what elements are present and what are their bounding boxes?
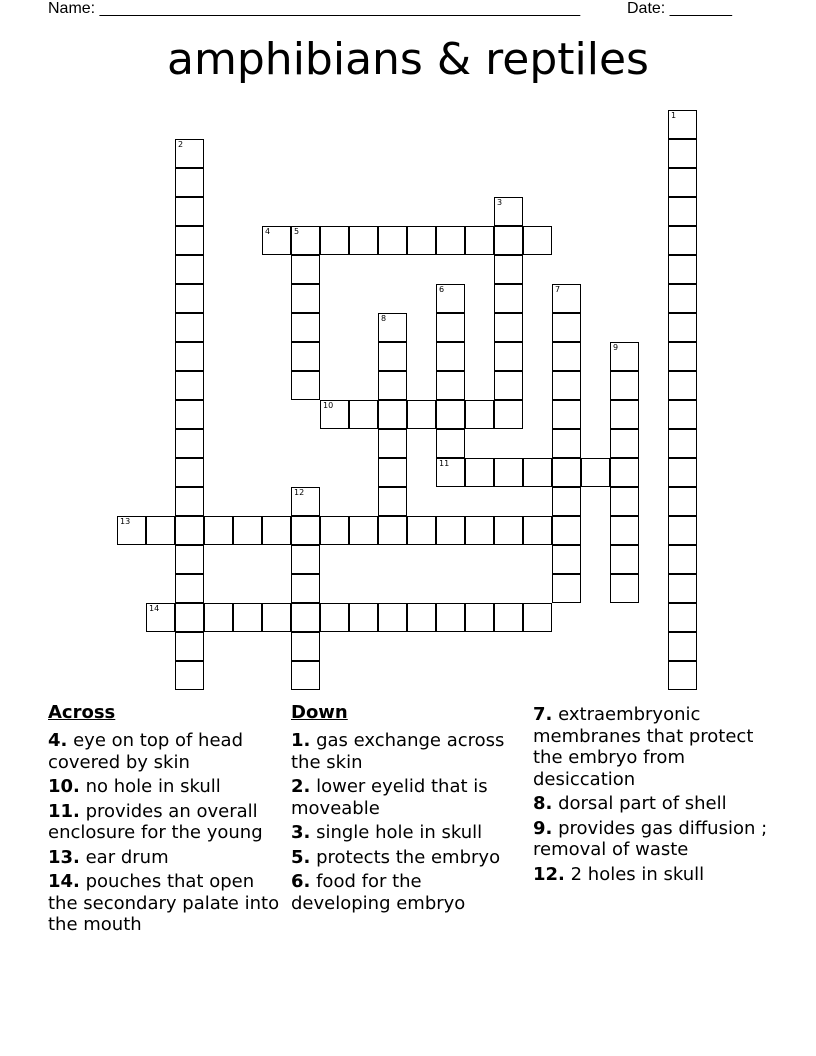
- name-field[interactable]: Name: ______________________________________________________: [48, 0, 581, 17]
- grid-cell[interactable]: [175, 545, 204, 574]
- grid-cell[interactable]: [175, 487, 204, 516]
- date-field[interactable]: Date: _______: [627, 0, 732, 17]
- grid-cell[interactable]: [175, 458, 204, 487]
- grid-cell[interactable]: [175, 139, 204, 168]
- grid-cell[interactable]: [175, 371, 204, 400]
- grid-cell[interactable]: [291, 487, 320, 516]
- clue-item: [48, 871, 280, 936]
- grid-cell[interactable]: [610, 487, 639, 516]
- grid-cell[interactable]: [378, 371, 407, 400]
- clue-text: dorsal part of shell: [552, 793, 727, 814]
- clue-text: food for the developing embryo: [291, 871, 466, 914]
- clue-text: provides gas diffusion ; removal of waste: [533, 817, 768, 860]
- grid-cell[interactable]: [378, 429, 407, 458]
- clue-item: [533, 793, 768, 815]
- grid-cell[interactable]: [175, 197, 204, 226]
- clue-num: 9.: [533, 817, 553, 839]
- clue-number: 1: [671, 111, 677, 120]
- grid-cell[interactable]: [349, 516, 378, 545]
- grid-cell[interactable]: [552, 487, 581, 516]
- down-clues-continued: [533, 704, 768, 888]
- clue-item: [291, 847, 523, 869]
- grid-cell[interactable]: [204, 516, 233, 545]
- grid-cell[interactable]: [668, 574, 697, 603]
- grid-cell[interactable]: [175, 400, 204, 429]
- grid-cell[interactable]: [407, 603, 436, 632]
- clue-number: 8: [381, 314, 387, 323]
- grid-cell[interactable]: [291, 661, 320, 690]
- grid-cell[interactable]: [581, 458, 610, 487]
- clue-num: 11.: [48, 800, 80, 822]
- page-title: amphibians & reptiles: [167, 34, 649, 85]
- clue-num: 7.: [533, 704, 553, 725]
- clue-text: extraembryonic membranes that protect the embryo from desiccation: [533, 704, 754, 790]
- grid-cell[interactable]: [175, 661, 204, 690]
- grid-cell[interactable]: [668, 400, 697, 429]
- grid-cell[interactable]: [465, 516, 494, 545]
- clue-text: eye on top of head covered by skin: [48, 730, 243, 773]
- grid-cell[interactable]: [378, 226, 407, 255]
- clue-num: 2.: [291, 776, 311, 797]
- grid-cell[interactable]: [552, 429, 581, 458]
- clue-number: 4: [265, 227, 271, 236]
- grid-cell[interactable]: [552, 284, 581, 313]
- clue-num: 14.: [48, 871, 80, 892]
- grid-cell[interactable]: [494, 342, 523, 371]
- grid-cell[interactable]: [378, 487, 407, 516]
- grid-cell[interactable]: [407, 400, 436, 429]
- clue-num: 3.: [291, 822, 311, 843]
- grid-cell[interactable]: [378, 342, 407, 371]
- grid-cell[interactable]: [552, 313, 581, 342]
- grid-cell[interactable]: [436, 516, 465, 545]
- grid-cell[interactable]: [407, 516, 436, 545]
- grid-cell[interactable]: [291, 632, 320, 661]
- grid-cell[interactable]: [291, 255, 320, 284]
- grid-cell[interactable]: [436, 313, 465, 342]
- clue-item: [48, 730, 280, 773]
- grid-cell[interactable]: [668, 487, 697, 516]
- grid-cell[interactable]: [668, 429, 697, 458]
- grid-cell[interactable]: [494, 400, 523, 429]
- grid-cell[interactable]: [668, 516, 697, 545]
- clue-number: 12: [294, 488, 305, 497]
- grid-cell[interactable]: [436, 342, 465, 371]
- grid-cell[interactable]: [668, 313, 697, 342]
- grid-cell[interactable]: [175, 284, 204, 313]
- grid-cell[interactable]: [552, 516, 581, 545]
- grid-cell[interactable]: [378, 516, 407, 545]
- grid-cell[interactable]: [233, 516, 262, 545]
- grid-cell[interactable]: [668, 342, 697, 371]
- clue-item: [533, 818, 768, 861]
- across-clues: [48, 702, 280, 939]
- grid-cell[interactable]: [175, 574, 204, 603]
- clue-number: 5: [294, 227, 300, 236]
- clue-num: 8.: [533, 793, 553, 814]
- grid-cell[interactable]: [175, 603, 204, 632]
- grid-cell[interactable]: [320, 400, 349, 429]
- grid-cell[interactable]: [523, 226, 552, 255]
- clue-num: 10.: [48, 776, 80, 797]
- clue-item: [291, 730, 523, 773]
- grid-cell[interactable]: [494, 197, 523, 226]
- clue-text: provides an overall enclosure for the young: [48, 800, 263, 843]
- grid-cell[interactable]: [552, 574, 581, 603]
- grid-cell[interactable]: [436, 458, 465, 487]
- clue-text: ear drum: [79, 846, 169, 868]
- clue-text: pouches that open the secondary palate into the mouth: [48, 871, 280, 935]
- grid-cell[interactable]: [465, 603, 494, 632]
- grid-cell[interactable]: [465, 226, 494, 255]
- clue-text: single hole in skull: [310, 822, 483, 843]
- clue-num: 6.: [291, 871, 311, 892]
- grid-cell[interactable]: [668, 458, 697, 487]
- grid-cell[interactable]: [291, 284, 320, 313]
- grid-cell[interactable]: [610, 458, 639, 487]
- clue-item: [291, 776, 523, 819]
- grid-cell[interactable]: [610, 429, 639, 458]
- grid-cell[interactable]: [668, 168, 697, 197]
- grid-cell[interactable]: [233, 603, 262, 632]
- grid-cell[interactable]: [494, 226, 523, 255]
- grid-cell[interactable]: [320, 516, 349, 545]
- clue-number: 11: [439, 459, 450, 468]
- clue-text: no hole in skull: [79, 776, 221, 797]
- grid-cell[interactable]: [349, 603, 378, 632]
- clue-number: 10: [323, 401, 334, 410]
- grid-cell[interactable]: [668, 226, 697, 255]
- clue-number: 3: [497, 198, 503, 207]
- clue-item: [48, 776, 280, 798]
- grid-cell[interactable]: [436, 284, 465, 313]
- grid-cell[interactable]: [668, 255, 697, 284]
- grid-cell[interactable]: [291, 313, 320, 342]
- grid-cell[interactable]: [465, 400, 494, 429]
- grid-cell[interactable]: [407, 226, 436, 255]
- grid-cell[interactable]: [668, 603, 697, 632]
- grid-cell[interactable]: [610, 516, 639, 545]
- clue-number: 2: [178, 140, 184, 149]
- grid-cell[interactable]: [668, 197, 697, 226]
- grid-cell[interactable]: [436, 429, 465, 458]
- grid-cell[interactable]: [610, 342, 639, 371]
- grid-cell[interactable]: [146, 516, 175, 545]
- clue-num: 4.: [48, 730, 68, 751]
- grid-cell[interactable]: [494, 313, 523, 342]
- grid-cell[interactable]: [436, 400, 465, 429]
- grid-cell[interactable]: [523, 458, 552, 487]
- clue-number: 9: [613, 343, 619, 352]
- clue-text: 2 holes in skull: [564, 863, 705, 885]
- grid-cell[interactable]: [291, 342, 320, 371]
- clue-number: 7: [555, 285, 561, 294]
- grid-cell[interactable]: [175, 342, 204, 371]
- clue-num: 12.: [533, 863, 565, 885]
- grid-cell[interactable]: [175, 168, 204, 197]
- grid-cell[interactable]: [378, 313, 407, 342]
- clue-text: gas exchange across the skin: [291, 730, 505, 773]
- grid-cell[interactable]: [494, 371, 523, 400]
- grid-cell[interactable]: [291, 226, 320, 255]
- across-heading: Across: [48, 702, 116, 723]
- grid-cell[interactable]: [262, 603, 291, 632]
- grid-cell[interactable]: [610, 545, 639, 574]
- grid-cell[interactable]: [378, 400, 407, 429]
- clue-text: lower eyelid that is moveable: [291, 776, 488, 819]
- grid-cell[interactable]: [349, 226, 378, 255]
- grid-cell[interactable]: [291, 516, 320, 545]
- clue-item: [48, 801, 280, 844]
- grid-cell[interactable]: [494, 516, 523, 545]
- grid-cell[interactable]: [175, 429, 204, 458]
- grid-cell[interactable]: [117, 516, 146, 545]
- grid-cell[interactable]: [175, 313, 204, 342]
- grid-cell[interactable]: [436, 603, 465, 632]
- grid-cell[interactable]: [552, 371, 581, 400]
- grid-cell[interactable]: [668, 110, 697, 139]
- grid-cell[interactable]: [436, 226, 465, 255]
- grid-cell[interactable]: [523, 516, 552, 545]
- grid-cell[interactable]: [175, 255, 204, 284]
- grid-cell[interactable]: [291, 545, 320, 574]
- grid-cell[interactable]: [668, 545, 697, 574]
- grid-cell[interactable]: [610, 574, 639, 603]
- clue-num: 5.: [291, 846, 311, 868]
- grid-cell[interactable]: [262, 226, 291, 255]
- grid-cell[interactable]: [668, 661, 697, 690]
- grid-cell[interactable]: [291, 371, 320, 400]
- grid-cell[interactable]: [610, 400, 639, 429]
- clue-item: [291, 822, 523, 844]
- clue-item: [533, 704, 768, 790]
- grid-cell[interactable]: [552, 342, 581, 371]
- grid-cell[interactable]: [436, 371, 465, 400]
- grid-cell[interactable]: [320, 603, 349, 632]
- grid-cell[interactable]: [668, 371, 697, 400]
- clue-num: 13.: [48, 846, 80, 868]
- grid-cell[interactable]: [146, 603, 175, 632]
- grid-cell[interactable]: [378, 458, 407, 487]
- grid-cell[interactable]: [465, 458, 494, 487]
- clue-number: 6: [439, 285, 445, 294]
- grid-cell[interactable]: [204, 603, 233, 632]
- grid-cell[interactable]: [262, 516, 291, 545]
- grid-cell[interactable]: [175, 632, 204, 661]
- grid-cell[interactable]: [494, 603, 523, 632]
- grid-cell[interactable]: [320, 226, 349, 255]
- grid-cell[interactable]: [668, 284, 697, 313]
- clue-item: [48, 847, 280, 869]
- grid-cell[interactable]: [175, 516, 204, 545]
- down-clues: [291, 702, 523, 917]
- grid-cell[interactable]: [175, 226, 204, 255]
- grid-cell[interactable]: [552, 458, 581, 487]
- clue-text: protects the embryo: [310, 846, 501, 868]
- grid-cell[interactable]: [494, 284, 523, 313]
- grid-cell[interactable]: [552, 400, 581, 429]
- clue-number: 13: [120, 517, 131, 526]
- grid-cell[interactable]: [552, 545, 581, 574]
- grid-cell[interactable]: [494, 458, 523, 487]
- clue-num: 1.: [291, 730, 311, 751]
- grid-cell[interactable]: [610, 371, 639, 400]
- clue-number: 14: [149, 604, 160, 613]
- grid-cell[interactable]: [668, 632, 697, 661]
- grid-cell[interactable]: [291, 574, 320, 603]
- grid-cell[interactable]: [494, 255, 523, 284]
- down-heading: Down: [291, 702, 348, 723]
- grid-cell[interactable]: [378, 603, 407, 632]
- grid-cell[interactable]: [349, 400, 378, 429]
- clue-item: [291, 871, 523, 914]
- grid-cell[interactable]: [668, 139, 697, 168]
- clue-item: [533, 864, 768, 886]
- grid-cell[interactable]: [291, 603, 320, 632]
- grid-cell[interactable]: [523, 603, 552, 632]
